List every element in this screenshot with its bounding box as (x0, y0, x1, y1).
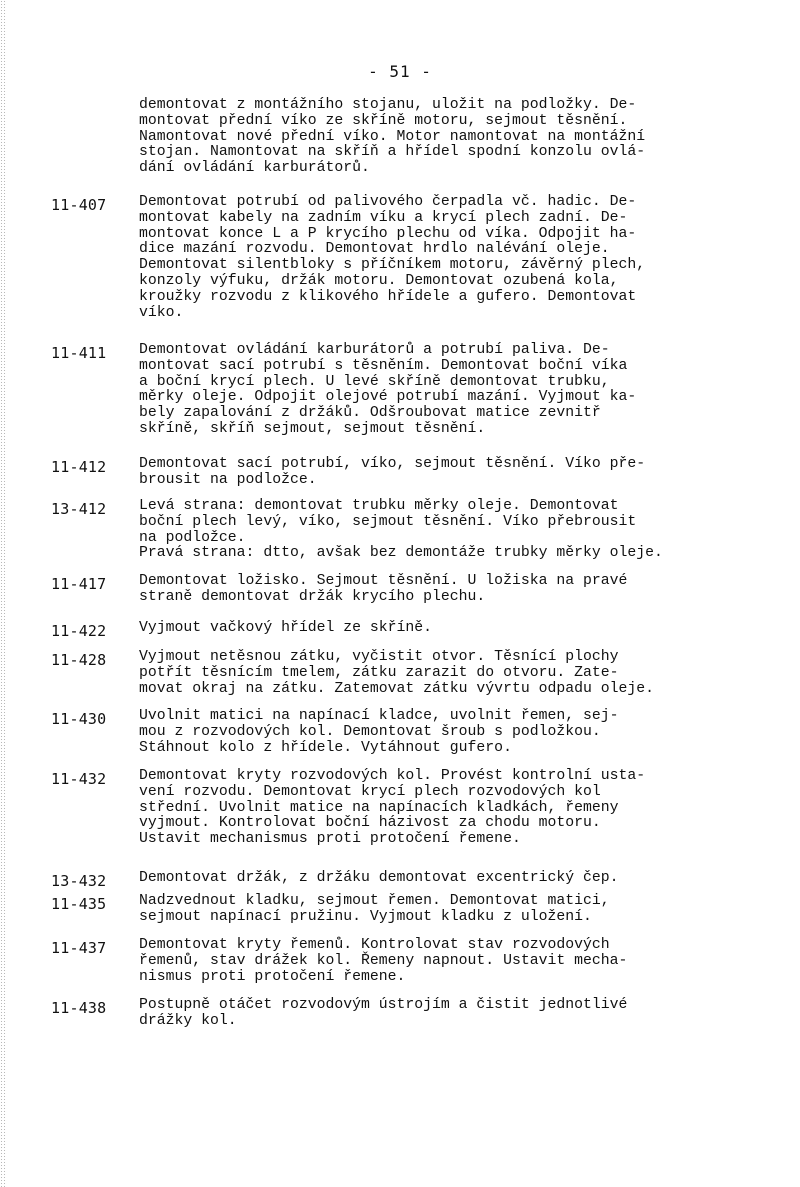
operation-description: Vyjmout vačkový hřídel ze skříně. (139, 620, 433, 636)
page-number: - 51 - (368, 62, 432, 81)
operation-description: Nadzvednout kladku, sejmout řemen. Demontovat matici, sejmout napínací pružinu. Vyjmout kladku z uložení. (139, 893, 610, 925)
scan-edge-artifact (0, 0, 7, 1187)
operation-code: 13-412 (51, 500, 107, 518)
operation-description: Demontovat ložisko. Sejmout těsnění. U ložiska na pravé straně demontovat držák krycího plechu. (139, 573, 628, 605)
operation-code: 11-435 (51, 895, 107, 913)
operation-code: 11-412 (51, 458, 107, 476)
operation-description: Demontovat ovládání karburátorů a potrubí paliva. De- montovat sací potrubí s těsněním. Demontovat boční víka a boční krycí plech. U levé skříně demontovat trubku, měrky oleje. Odpojit olejové potrubí mazání. Vyjmout ka- bely zapalování z držáků. Odšroubovat matice zevnitř skříně, skříň sejmout, sejmout těsnění. (139, 342, 637, 437)
operation-description: Demontovat kryty řemenů. Kontrolovat stav rozvodových řemenů, stav drážek kol. Řemeny napnout. Ustavit mecha- nismus proti protočení řemene. (139, 937, 628, 985)
operation-code: 13-432 (51, 872, 107, 890)
operation-code: 11-437 (51, 939, 107, 957)
operation-description: Levá strana: demontovat trubku měrky oleje. Demontovat boční plech levý, víko, sejmout těsnění. Víko přebrousit na podložce. Pravá strana: dtto, avšak bez demontáže trubky měrky oleje. (139, 498, 663, 562)
operation-code: 11-430 (51, 710, 107, 728)
operation-description: Demontovat kryty rozvodových kol. Provést kontrolní usta- vení rozvodu. Demontovat krycí plech rozvodových kol střední. Uvolnit matice na napínacích kladkách, řemeny vyjmout. Kontrolovat boční házivost za chodu motoru. Ustavit mechanismus proti protočení řemene. (139, 768, 646, 848)
operation-description: Vyjmout netěsnou zátku, vyčistit otvor. Těsnící plochy potřít těsnícím tmelem, zátku zarazit do otvoru. Zate- movat okraj na zátku. Zatemovat zátku vývrtu odpadu oleje. (139, 649, 655, 697)
operation-description: Postupně otáčet rozvodovým ústrojím a čistit jednotlivé drážky kol. (139, 997, 628, 1029)
operation-code: 11-438 (51, 999, 107, 1017)
operation-code: 11-411 (51, 344, 107, 362)
operation-code: 11-407 (51, 196, 107, 214)
operation-description: Demontovat sací potrubí, víko, sejmout těsnění. Víko pře- brousit na podložce. (139, 456, 646, 488)
operation-code: 11-428 (51, 651, 107, 669)
operation-code: 11-417 (51, 575, 107, 593)
operation-description: Demontovat držák, z držáku demontovat excentrický čep. (139, 870, 619, 886)
operation-code: 11-422 (51, 622, 107, 640)
operation-description: Uvolnit matici na napínací kladce, uvolnit řemen, sej- mou z rozvodových kol. Demontovat šroub s podložkou. Stáhnout kolo z hřídele. Vytáhnout gufero. (139, 708, 619, 756)
operation-description: Demontovat potrubí od palivového čerpadla vč. hadic. De- montovat kabely na zadním víku a krycí plech zadní. De- montovat konce L a P krycího plechu od víka. Odpojit ha- dice mazání rozvodu. Demontovat hrdlo nalévání oleje. Demontovat silentbloky s příčníkem motoru, závěrný plech, konzoly výfuku, držák motoru. Demontovat ozubená kola, kroužky rozvodu z klikového hřídele a gufero. Demontovat víko. (139, 194, 646, 321)
operation-code: 11-432 (51, 770, 107, 788)
intro-paragraph: demontovat z montážního stojanu, uložit na podložky. De- montovat přední víko ze skříně motoru, sejmout těsnění. Namontovat nové přední víko. Motor namontovat na montážní stojan. Namontovat na skříň a hřídel spodní konzolu ovlá- dání ovládání karburátorů. (139, 97, 646, 177)
